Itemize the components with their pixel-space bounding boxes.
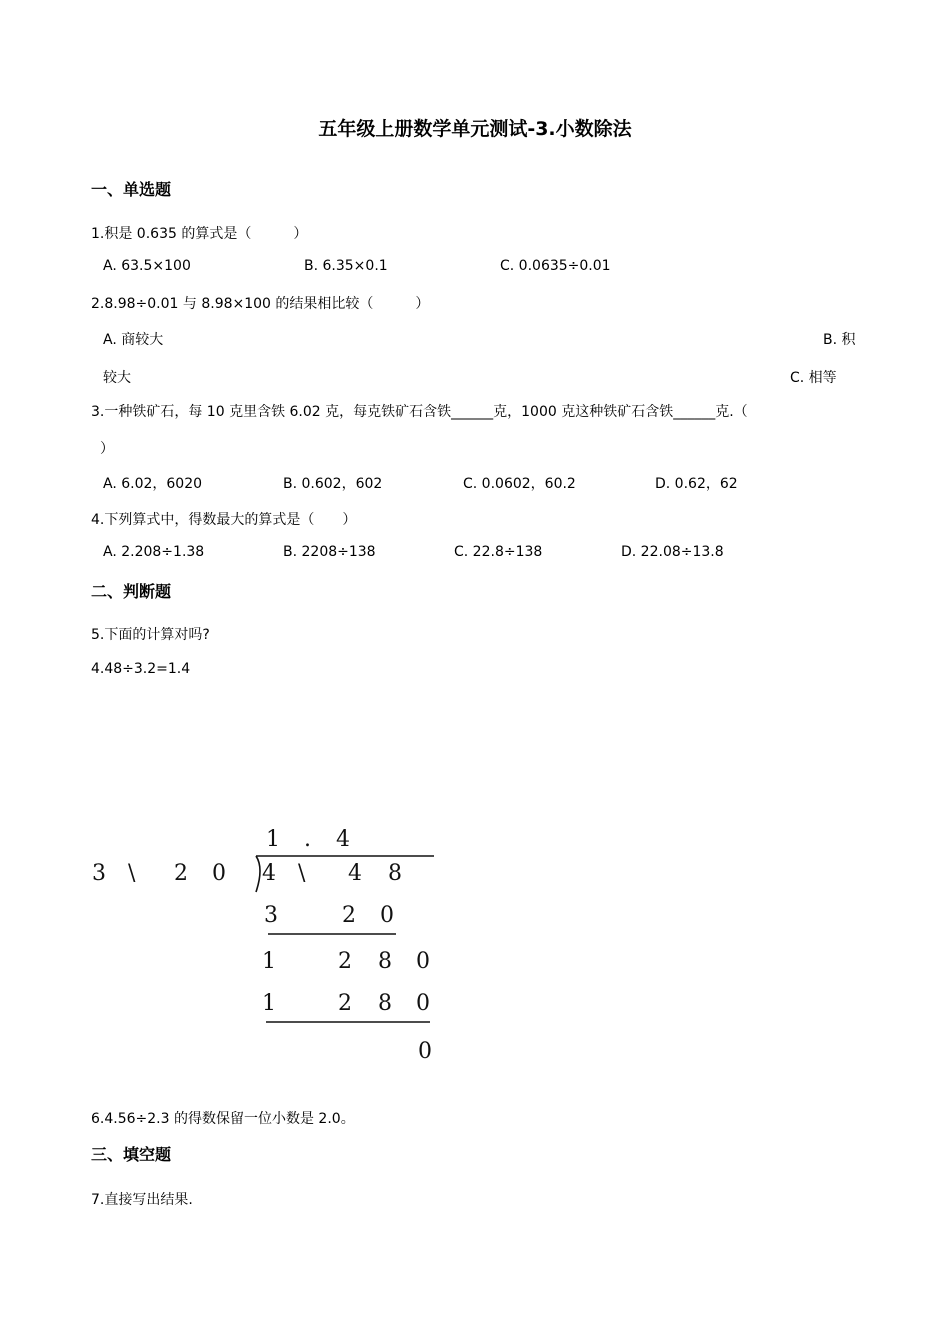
divisor-digit-2: 2: [174, 861, 188, 886]
long-division-figure: [88, 820, 448, 1070]
q1-option-c: C. 0.0635÷0.01: [500, 258, 611, 274]
question-2: 2.8.98÷0.01 与 8.98×100 的结果相比较（ ）: [91, 296, 430, 312]
dividend-digit-4b: 4: [348, 861, 362, 886]
quotient-point: .: [304, 827, 311, 852]
q3-option-b: B. 0.602，602: [283, 476, 383, 492]
q2-option-b-continued: 较大: [103, 370, 131, 386]
divisor-digit-3: 3: [92, 861, 106, 886]
question-7: 7.直接写出结果.: [91, 1192, 193, 1208]
remainder-digit-8: 8: [378, 949, 392, 974]
question-3-continued: ）: [100, 441, 114, 457]
divisor-digit-0: 0: [212, 861, 226, 886]
q4-option-a: A. 2.208÷1.38: [103, 544, 205, 560]
q1-option-a: A. 63.5×100: [103, 258, 191, 274]
product-digit-3: 3: [264, 903, 278, 928]
q4-option-b: B. 2208÷138: [283, 544, 376, 560]
question-1: 1.积是 0.635 的算式是（ ）: [91, 226, 308, 242]
question-6: 6.4.56÷2.3 的得数保留一位小数是 2.0。: [91, 1111, 355, 1127]
section-heading-true-false: 二、判断题: [91, 582, 172, 601]
section-heading-single-choice: 一、单选题: [91, 180, 172, 199]
product2-digit-2: 2: [338, 991, 352, 1016]
q2-option-a: A. 商较大: [103, 332, 164, 348]
quotient-digit-1: 1: [266, 827, 280, 852]
divisor-strike-mark: \: [128, 861, 136, 886]
question-4: 4.下列算式中，得数最大的算式是（ ）: [91, 512, 357, 528]
product2-digit-8: 8: [378, 991, 392, 1016]
remainder-digit-2: 2: [338, 949, 352, 974]
remainder-digit-0: 0: [416, 949, 430, 974]
section-heading-fill-blank: 三、填空题: [91, 1145, 172, 1164]
q2-option-b: B. 积: [823, 332, 856, 348]
final-remainder: 0: [418, 1039, 432, 1064]
product2-digit-0: 0: [416, 991, 430, 1016]
q3-option-d: D. 0.62，62: [655, 476, 738, 492]
dividend-digit-4: 4: [262, 861, 276, 886]
product2-digit-1: 1: [262, 991, 276, 1016]
q3-option-c: C. 0.0602，60.2: [463, 476, 576, 492]
quotient-digit-4: 4: [336, 827, 350, 852]
q3-option-a: A. 6.02，6020: [103, 476, 203, 492]
dividend-strike-mark: \: [298, 861, 306, 886]
q4-option-d: D. 22.08÷13.8: [621, 544, 724, 560]
product-digit-2: 2: [342, 903, 356, 928]
page-title: 五年级上册数学单元测试-3.小数除法: [318, 118, 632, 140]
q2-option-c: C. 相等: [790, 370, 837, 386]
product-digit-0: 0: [380, 903, 394, 928]
division-bracket: [256, 856, 260, 892]
question-3: 3.一种铁矿石，每 10 克里含铁 6.02 克，每克铁矿石含铁______克，1000 克这种铁矿石含铁______克.（: [91, 404, 748, 420]
q1-option-b: B. 6.35×0.1: [304, 258, 388, 274]
question-5: 5.下面的计算对吗?: [91, 627, 210, 643]
remainder-digit-1: 1: [262, 949, 276, 974]
q4-option-c: C. 22.8÷138: [454, 544, 543, 560]
question-5-equation: 4.48÷3.2=1.4: [91, 661, 191, 677]
dividend-digit-8: 8: [388, 861, 402, 886]
